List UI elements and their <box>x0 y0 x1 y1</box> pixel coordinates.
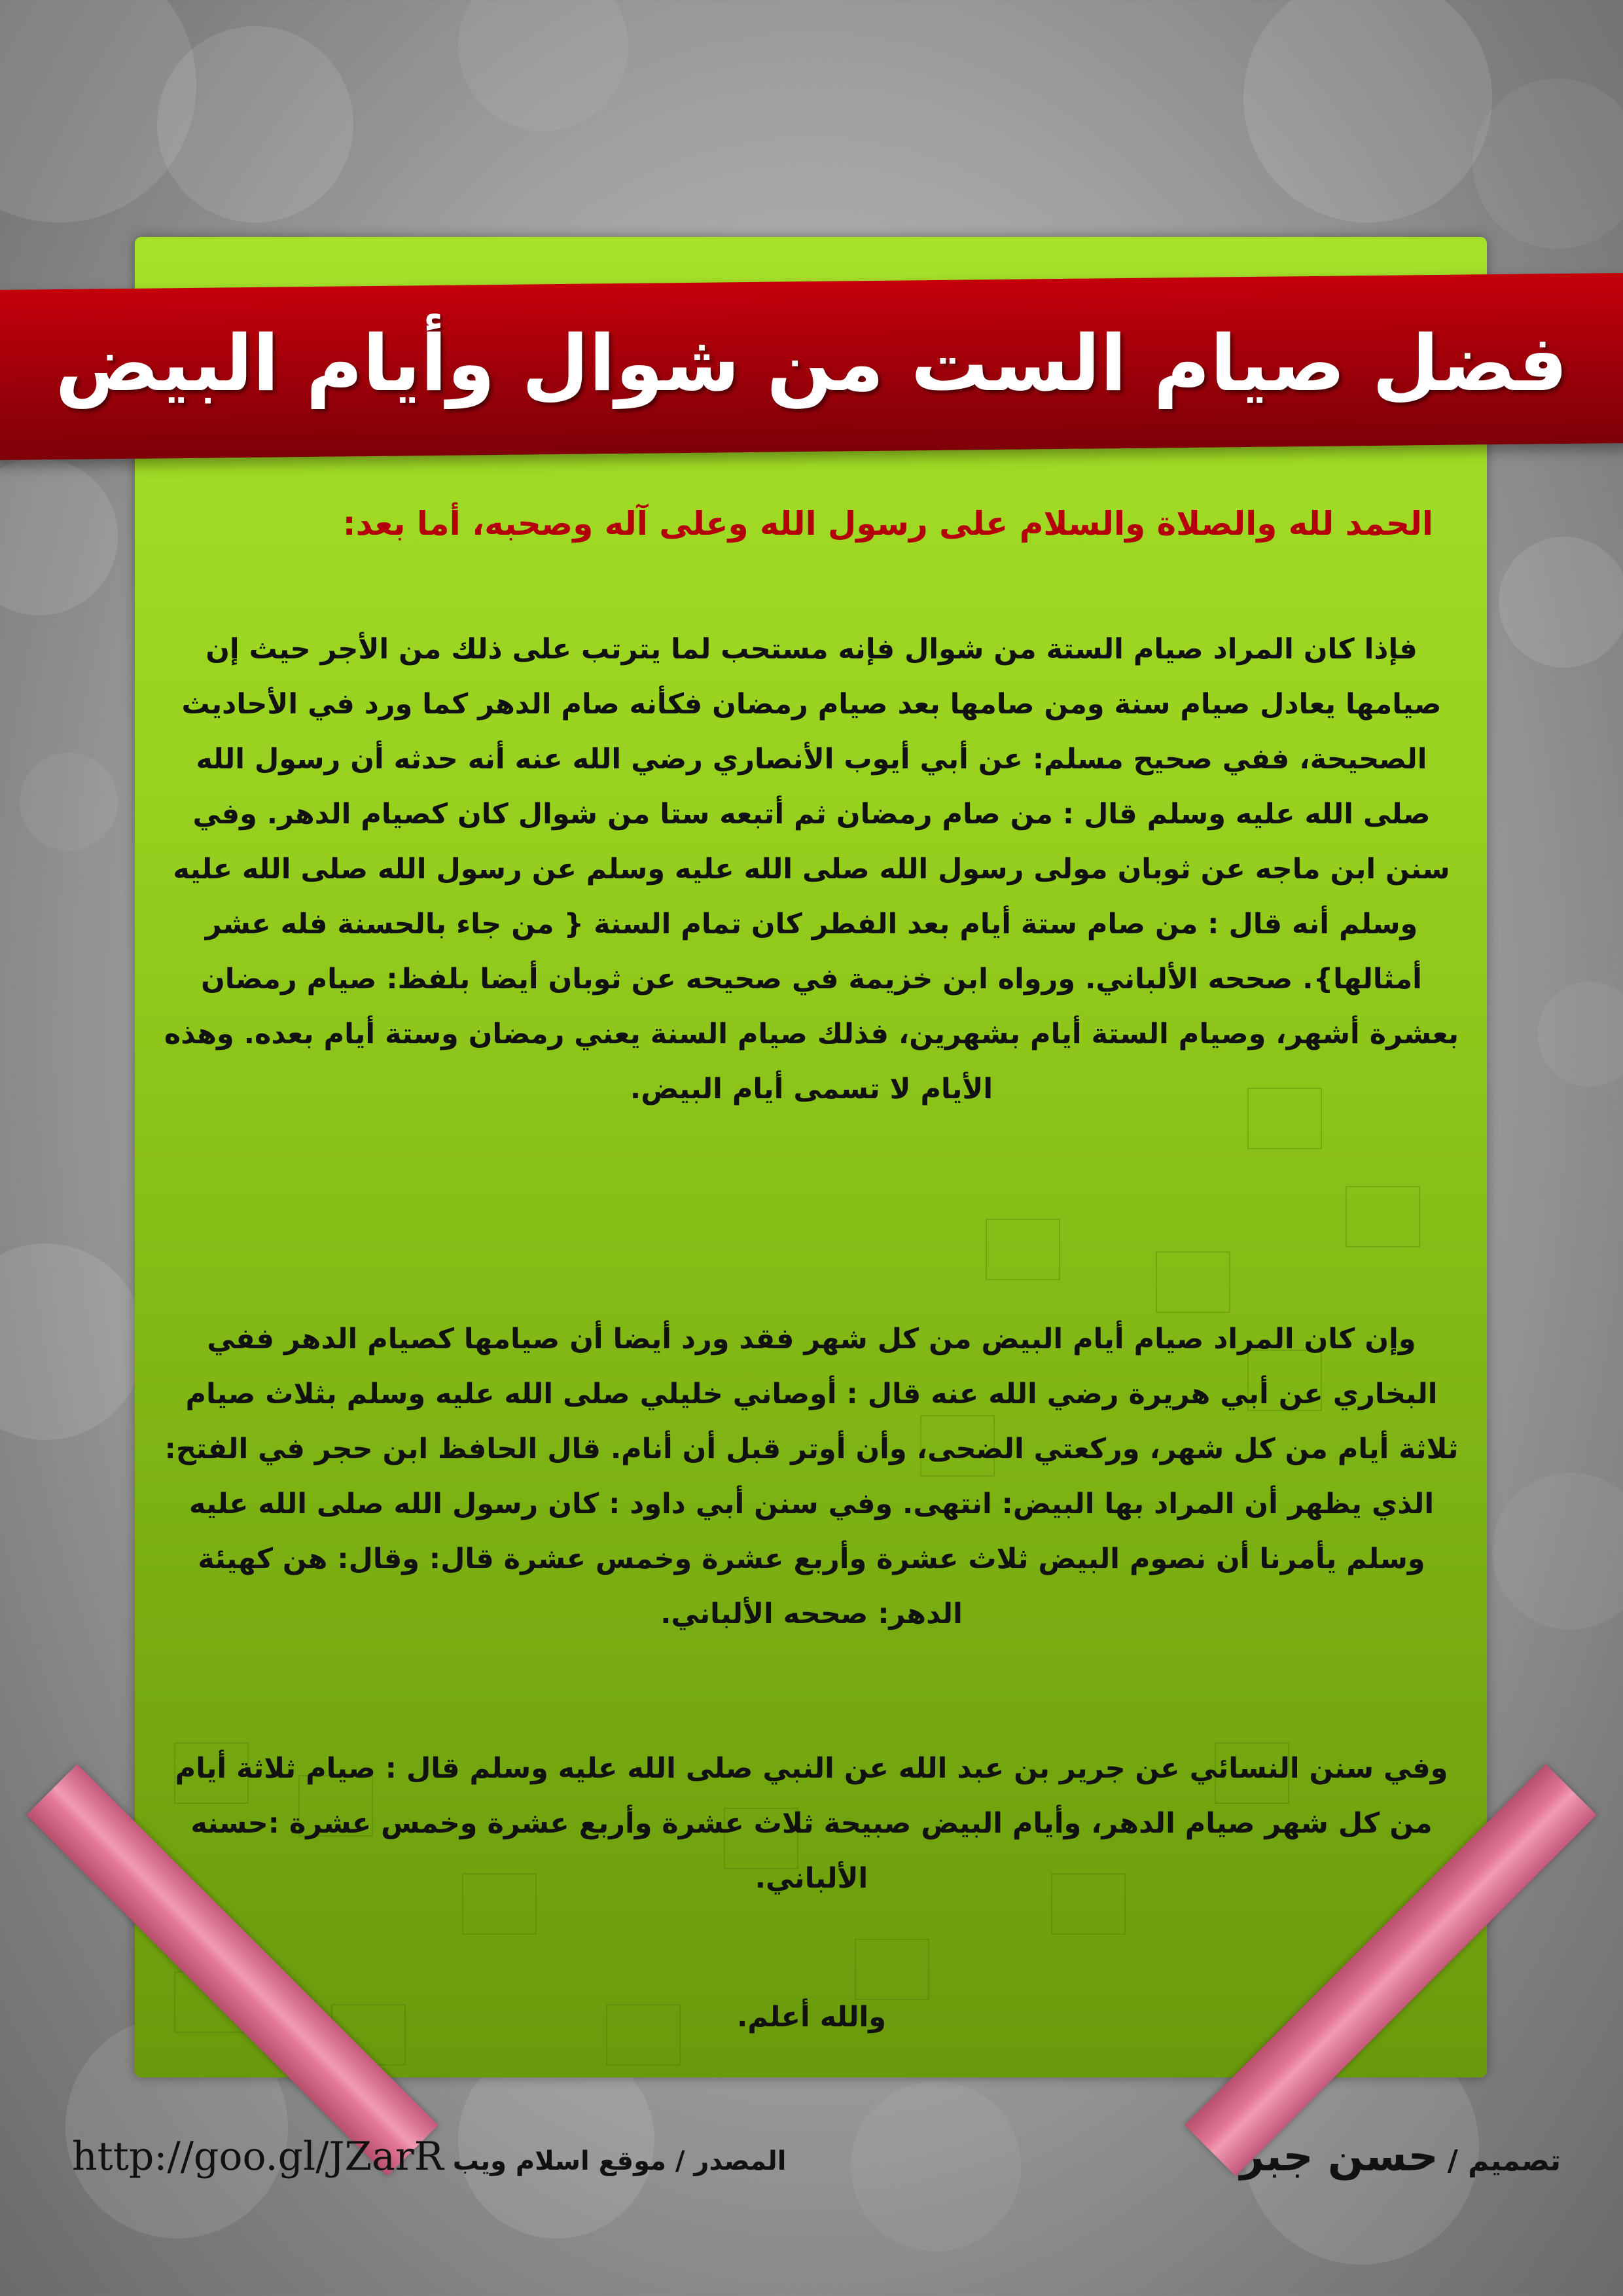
background-bubble <box>157 26 353 223</box>
decorative-square <box>986 1219 1060 1280</box>
designer-name: حسن جبر <box>1240 2132 1438 2181</box>
background-bubble <box>0 458 118 615</box>
decorative-square <box>1156 1251 1230 1313</box>
intro-line: الحمد لله والصلاة والسلام على رسول الله وعلى آله وصحبه، أما بعد: <box>342 505 1433 543</box>
source-label: المصدر / موقع اسلام ويب <box>452 2146 787 2176</box>
footer-credit <box>1240 2132 1561 2198</box>
background-bubble <box>1243 0 1492 223</box>
page-title: فضل صيام الست من شوال وأيام البيض <box>55 318 1568 408</box>
background-bubble <box>458 0 628 131</box>
paragraph-white-days: وإن كان المراد صيام أيام البيض من كل شهر فقد ورد أيضا أن صيامها كصيام الدهر ففي البخاري عن أبي هريرة رضي الله عنه قال : أوصاني خليلي صلى الله عليه وسلم بثلاث صيام ثلاثة أيام من كل شهر، وركعتي الضحى، وأن أوتر قبل أن أنام. قال الحافظ ابن حجر في الفتح: الذي يظهر أن المراد بها البيض: انتهى. وفي سنن أبي داود : كان رسول الله صلى الله عليه وسلم يأمرنا أن نصوم البيض ثلاث عشرة وأربع عشرة وخمس عشرة قال: وقال: هن كهيئة الدهر: صححه الألباني. <box>164 1323 1459 1630</box>
footer-source <box>72 2127 787 2186</box>
credit-label: تصميم / <box>1447 2144 1561 2178</box>
background-bubble <box>1492 1473 1623 1630</box>
background-bubble <box>20 753 118 851</box>
closing-line: والله أعلم. <box>737 2001 886 2034</box>
paragraph-nasai: وفي سنن النسائي عن جرير بن عبد الله عن النبي صلى الله عليه وسلم قال : صيام ثلاثة أيام من كل شهر صيام الدهر، وأيام البيض صبيحة ثلاث عشرة وأربع عشرة وخمس عشرة :حسنه الألباني. <box>175 1752 1448 1895</box>
paragraph-shawwal: فإذا كان المراد صيام الستة من شوال فإنه مستحب لما يترتب على ذلك من الأجر حيث إن صيامها يعادل صيام سنة ومن صامها بعد صيام رمضان فكأنه صام الدهر كما ورد في الأحاديث الصحيحة، ففي صحيح مسلم: عن أبي أيوب الأنصاري رضي الله عنه أنه حدثه أن رسول الله صلى الله عليه وسلم قال : من صام رمضان ثم أتبعه ستا من شوال كان كصيام الدهر. وفي سنن ابن ماجه عن ثوبان مولى رسول الله صلى الله عليه وسلم عن رسول الله صلى الله عليه وسلم أنه قال : من صام ستة أيام بعد الفطر كان تمام السنة { من جاء بالحسنة فله عشر أمثالها}. صححه الألباني. ورواه ابن خزيمة في صحيحه عن ثوبان أيضا بلفظ: صيام رمضان بعشرة أشهر، وصيام الستة أيام بشهرين، فذلك صيام السنة يعني رمضان وستة أيام بعده. وهذه الأيام لا تسمى أيام البيض. <box>164 633 1459 1105</box>
background-bubble <box>0 1244 144 1440</box>
decorative-square <box>1346 1186 1420 1247</box>
background-bubble <box>851 2081 1021 2251</box>
source-url: http://goo.gl/JZarR <box>72 2134 444 2179</box>
background-bubble <box>1472 79 1623 249</box>
background-bubble <box>1499 537 1623 668</box>
background-bubble <box>1538 982 1623 1086</box>
